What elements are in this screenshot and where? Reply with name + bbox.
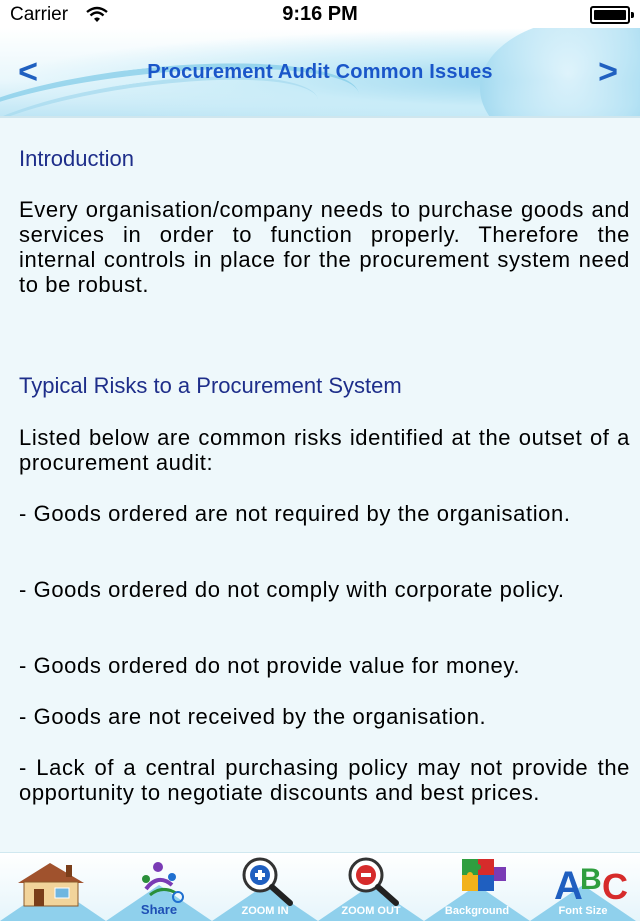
risk-item: - Goods are not received by the organisation. bbox=[19, 704, 487, 729]
home-button[interactable] bbox=[0, 853, 106, 921]
font-size-button[interactable] bbox=[530, 853, 636, 921]
zoom-out-button[interactable] bbox=[318, 853, 424, 921]
zoom-in-button[interactable] bbox=[212, 853, 318, 921]
paragraph: Every organisation/company needs to purchase goods and services in order to function properly. Therefore the internal controls in place for the procurement system need to be robust. bbox=[19, 197, 630, 297]
puzzle-icon bbox=[424, 855, 530, 907]
carrier-label: Carrier bbox=[10, 4, 69, 25]
back-button[interactable]: < bbox=[18, 53, 38, 91]
next-button[interactable]: > bbox=[598, 53, 618, 91]
zoom-in-icon bbox=[212, 855, 318, 907]
zoom-in-label: ZOOM IN bbox=[241, 905, 289, 917]
risk-item: - Goods ordered do not comply with corporate policy. bbox=[19, 577, 565, 602]
svg-text:C: C bbox=[602, 866, 628, 907]
header-bar bbox=[0, 28, 640, 116]
svg-text:B: B bbox=[580, 863, 602, 896]
risk-item: - Goods ordered do not provide value for money. bbox=[19, 653, 521, 678]
paragraph: Listed below are common risks identified at the outset of a procurement audit: bbox=[19, 425, 630, 475]
battery-icon bbox=[590, 6, 630, 24]
zoom-out-label: ZOOM OUT bbox=[341, 905, 401, 917]
abc-icon bbox=[530, 855, 636, 907]
share-button[interactable] bbox=[106, 853, 212, 921]
clock: 9:16 PM bbox=[282, 3, 358, 25]
share-label: Share bbox=[140, 902, 178, 917]
status-bar bbox=[0, 0, 640, 28]
zoom-out-icon bbox=[318, 855, 424, 907]
risk-item: - Lack of a central purchasing policy may not provide the opportunity to negotiate discounts and best prices. bbox=[19, 755, 630, 805]
font-size-label: Font Size bbox=[558, 905, 608, 917]
house-icon bbox=[0, 855, 106, 907]
background-label: Background bbox=[444, 905, 510, 917]
background-button[interactable] bbox=[424, 853, 530, 921]
bottom-toolbar bbox=[0, 852, 640, 921]
article-content bbox=[19, 118, 630, 850]
section-heading: Typical Risks to a Procurement System bbox=[19, 373, 402, 398]
svg-text:A: A bbox=[554, 864, 583, 907]
share-icon bbox=[106, 855, 212, 907]
risk-item: - Goods ordered are not required by the organisation. bbox=[19, 501, 571, 526]
page-title: Procurement Audit Common Issues bbox=[147, 61, 493, 83]
section-heading: Introduction bbox=[19, 146, 134, 171]
